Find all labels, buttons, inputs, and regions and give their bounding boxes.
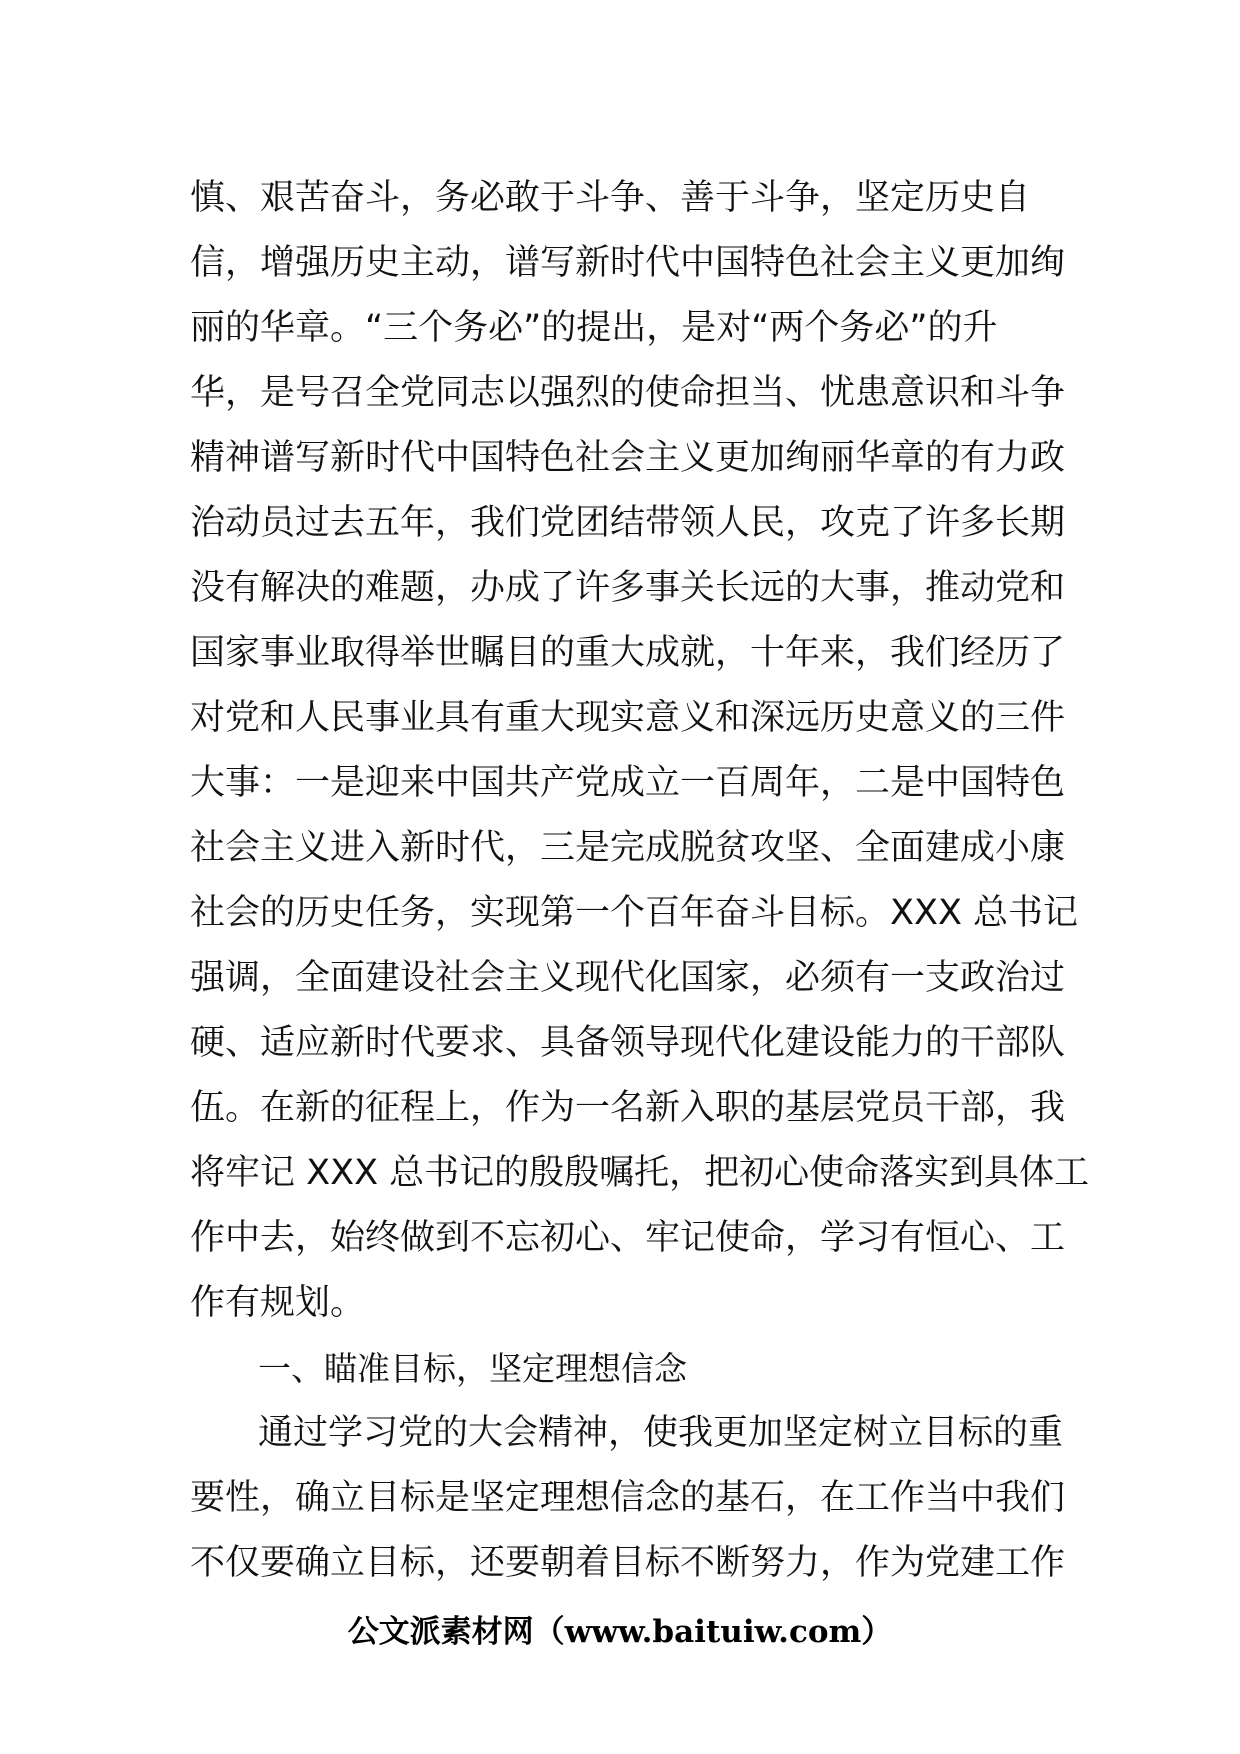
footer-watermark: 公文派素材网（www.baituiw.com） xyxy=(347,1614,893,1650)
paragraph-line: 精神谱写新时代中国特色社会主义更加绚丽华章的有力政 xyxy=(190,438,1066,478)
section-line: 要性，确立目标是坚定理想信念的基石，在工作当中我们 xyxy=(190,1478,1066,1518)
paragraph-line: 治动员过去五年，我们党团结带领人民，攻克了许多长期 xyxy=(190,503,1066,543)
paragraph-line: 社会主义进入新时代，三是完成脱贫攻坚、全面建成小康 xyxy=(190,828,1066,868)
paragraph-line: 慎、艰苦奋斗，务必敢于斗争、善于斗争，坚定历史自 xyxy=(190,178,1031,218)
paragraph-line: 丽的华章。“三个务必”的提出，是对“两个务必”的升 xyxy=(190,308,998,348)
paragraph-line: 社会的历史任务，实现第一个百年奋斗目标。XXX 总书记 xyxy=(190,893,1079,933)
section-line: 通过学习党的大会精神，使我更加坚定树立目标的重 xyxy=(258,1413,1064,1453)
paragraph-line: 作中去，始终做到不忘初心、牢记使命，学习有恒心、工 xyxy=(190,1218,1066,1258)
paragraph-line: 对党和人民事业具有重大现实意义和深远历史意义的三件 xyxy=(190,698,1066,738)
paragraph-line: 国家事业取得举世瞩目的重大成就，十年来，我们经历了 xyxy=(190,633,1066,673)
paragraph-line: 作有规划。 xyxy=(190,1283,366,1323)
paragraph-line: 华，是号召全党同志以强烈的使命担当、忧患意识和斗争 xyxy=(190,373,1066,413)
paragraph-line: 没有解决的难题，办成了许多事关长远的大事，推动党和 xyxy=(190,568,1066,608)
paragraph-line: 强调，全面建设社会主义现代化国家，必须有一支政治过 xyxy=(190,958,1066,998)
paragraph-line: 将牢记 XXX 总书记的殷殷嘱托，把初心使命落实到具体工 xyxy=(190,1153,1090,1193)
section-line: 不仅要确立目标，还要朝着目标不断努力，作为党建工作 xyxy=(190,1543,1066,1583)
paragraph-line: 硬、适应新时代要求、具备领导现代化建设能力的干部队 xyxy=(190,1023,1066,1063)
body-text xyxy=(190,166,1090,1596)
paragraph-line: 信，增强历史主动，谱写新时代中国特色社会主义更加绚 xyxy=(190,243,1066,283)
paragraph-line: 伍。在新的征程上，作为一名新入职的基层党员干部，我 xyxy=(190,1088,1066,1128)
paragraph-line: 大事：一是迎来中国共产党成立一百周年，二是中国特色 xyxy=(190,763,1066,803)
section-heading: 一、瞄准目标，坚定理想信念 xyxy=(258,1349,687,1388)
